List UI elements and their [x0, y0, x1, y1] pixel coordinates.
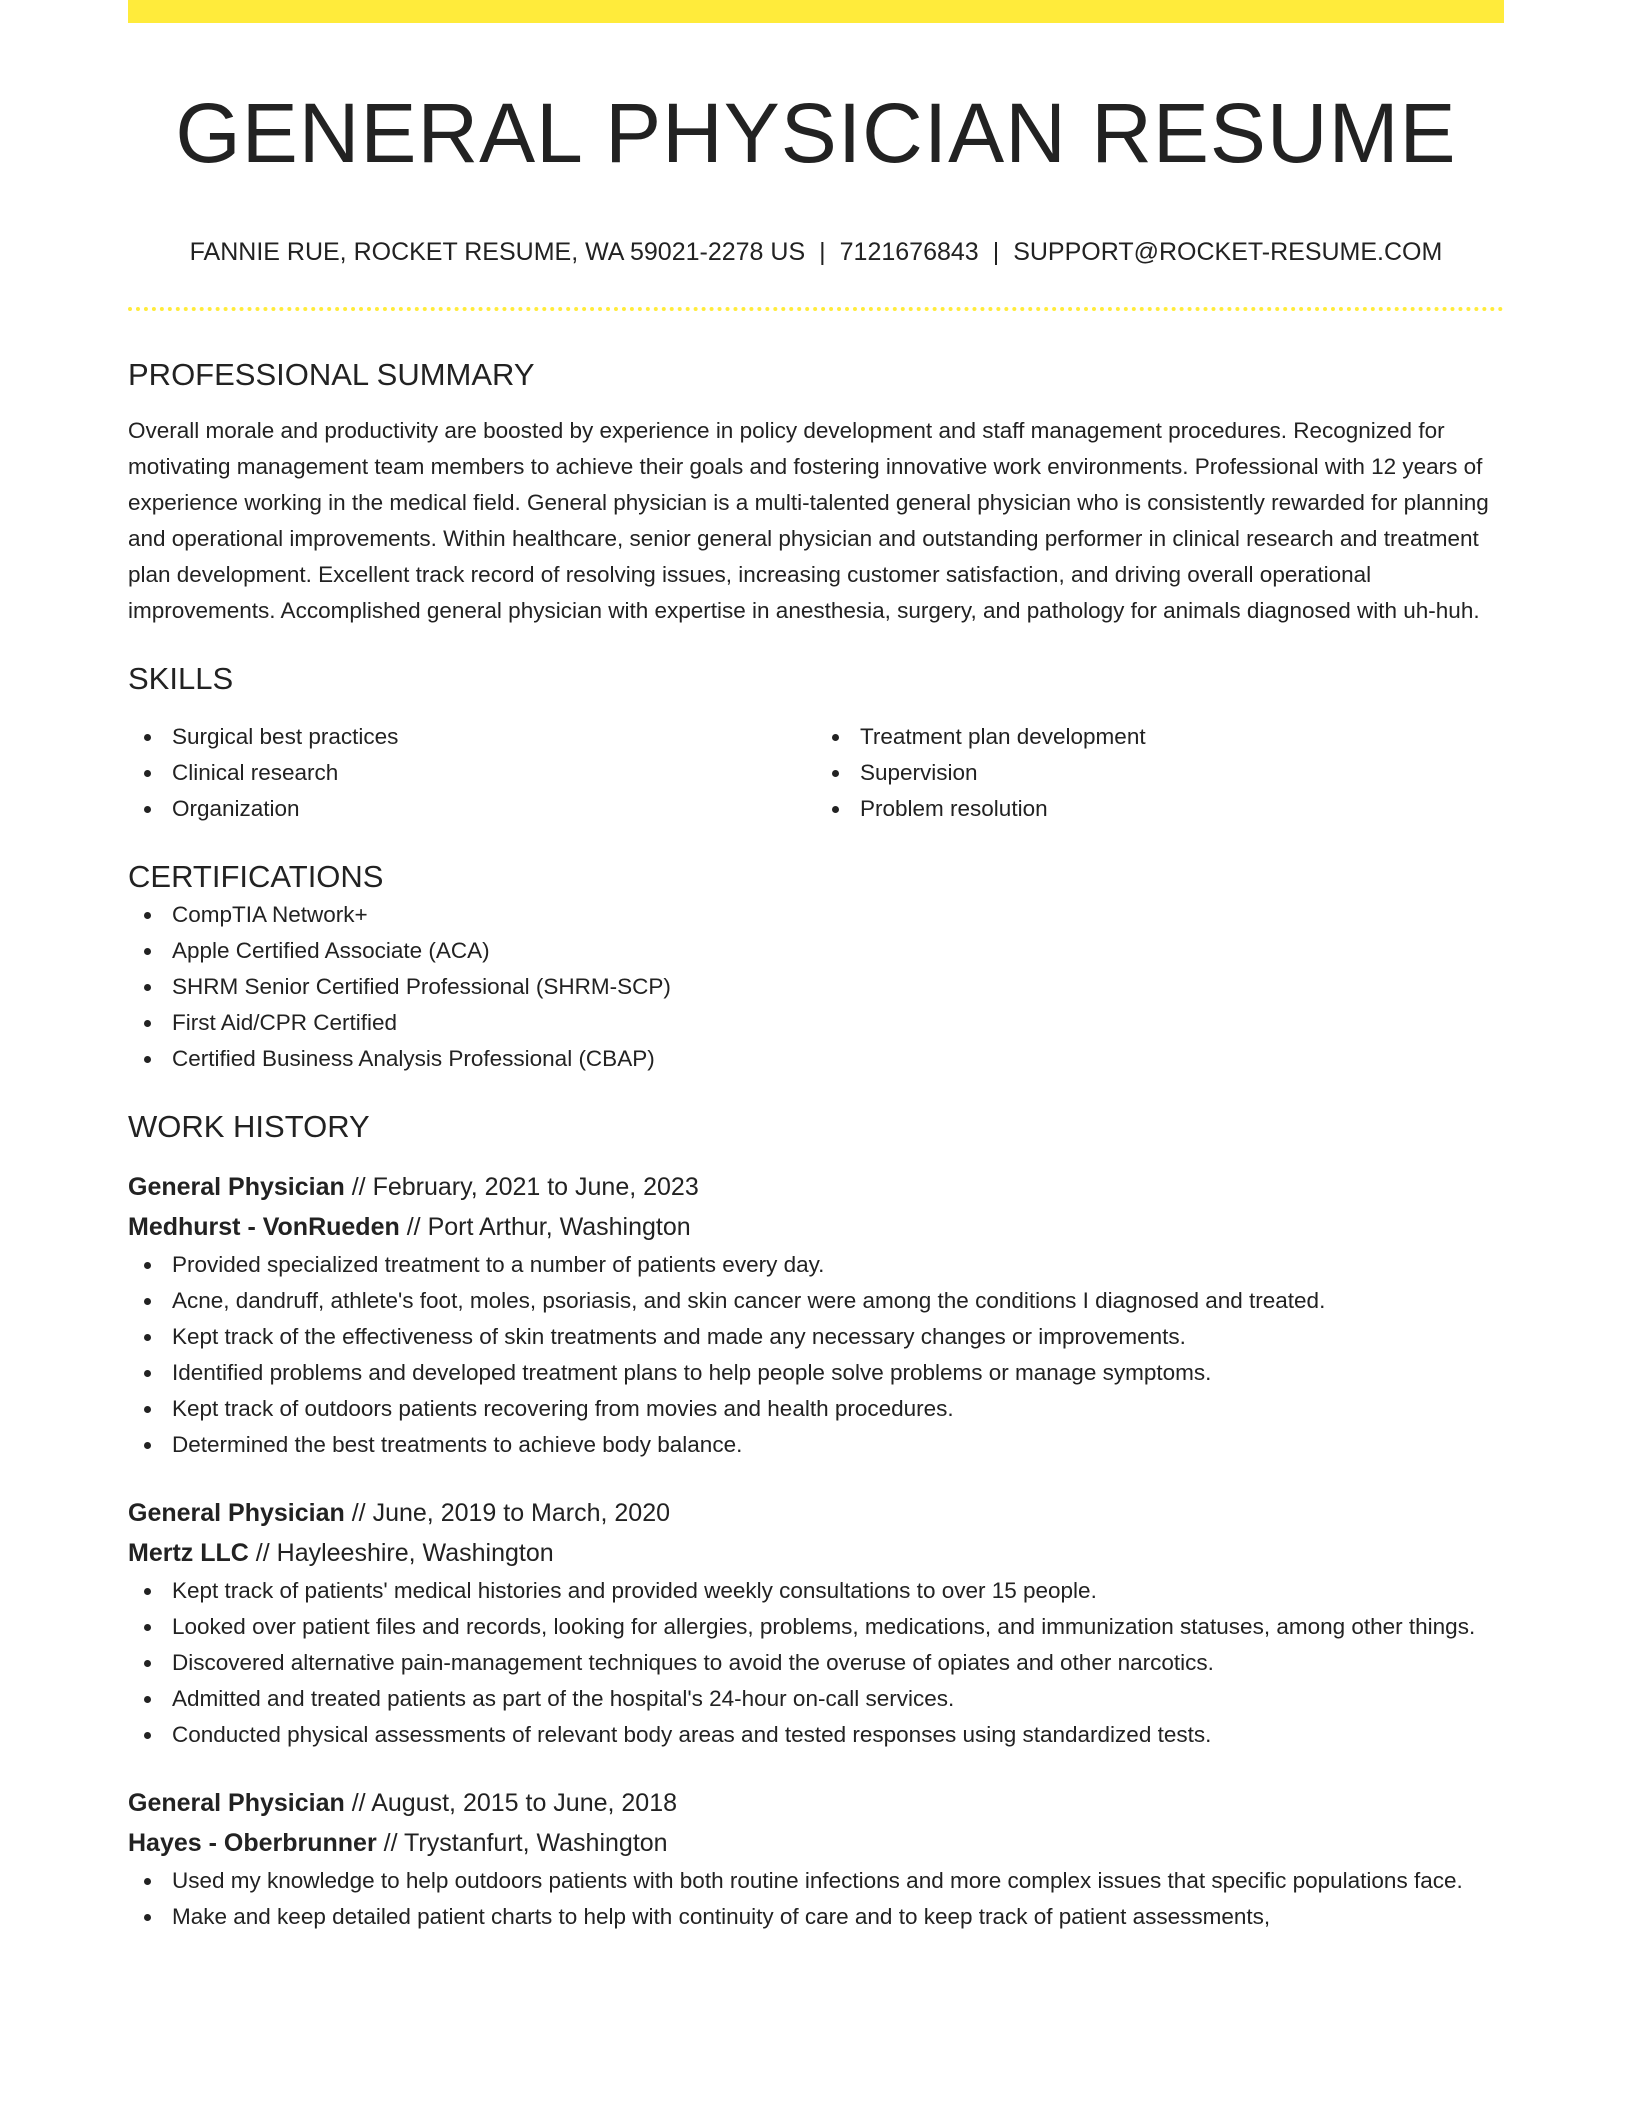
dotted-divider: [128, 307, 1504, 311]
job-duties-list: [128, 1573, 1504, 1753]
skills-grid: [128, 719, 1504, 827]
job-duties-list: [128, 1863, 1504, 1935]
job-company-line: [128, 1533, 1504, 1573]
skill-item: Clinical research: [128, 755, 816, 791]
job-entry: [128, 1167, 1504, 1463]
certification-item: Apple Certified Associate (ACA): [128, 933, 1504, 969]
skills-list-right: [816, 719, 1504, 827]
job-duty: Kept track of patients' medical histories and provided weekly consultations to over 15 people.: [128, 1573, 1504, 1609]
job-duty: Kept track of the effectiveness of skin treatments and made any necessary changes or improvements.: [128, 1319, 1504, 1355]
certifications-list: [128, 897, 1504, 1077]
job-duty: Make and keep detailed patient charts to help with continuity of care and to keep track of patient assessments,: [128, 1899, 1504, 1935]
summary-heading: PROFESSIONAL SUMMARY: [128, 357, 535, 392]
contact-email: SUPPORT@ROCKET-RESUME.COM: [1013, 238, 1443, 266]
certification-item: First Aid/CPR Certified: [128, 1005, 1504, 1041]
job-duty: Determined the best treatments to achieve body balance.: [128, 1427, 1504, 1463]
skill-item: Organization: [128, 791, 816, 827]
job-duty: Used my knowledge to help outdoors patients with both routine infections and more complex issues that specific populations face.: [128, 1863, 1504, 1899]
job-duties-list: [128, 1247, 1504, 1463]
job-dates: June, 2019 to March, 2020: [372, 1499, 671, 1527]
job-separator: //: [351, 1173, 366, 1201]
skill-item: Problem resolution: [816, 791, 1504, 827]
job-title: General Physician: [128, 1789, 345, 1817]
job-location: Trystanfurt, Washington: [404, 1829, 668, 1857]
job-company: Medhurst - VonRueden: [128, 1213, 400, 1241]
job-title-line: [128, 1493, 1504, 1533]
contact-address: FANNIE RUE, ROCKET RESUME, WA 59021-2278 US: [189, 238, 806, 266]
job-location: Port Arthur, Washington: [427, 1213, 691, 1241]
skill-item: Treatment plan development: [816, 719, 1504, 755]
skills-list-left: [128, 719, 816, 827]
contact-phone: 7121676843: [839, 238, 979, 266]
job-location: Hayleeshire, Washington: [276, 1539, 554, 1567]
job-duty: Provided specialized treatment to a number of patients every day.: [128, 1247, 1504, 1283]
job-dates: August, 2015 to June, 2018: [371, 1789, 678, 1817]
job-duty: Kept track of outdoors patients recovering from movies and health procedures.: [128, 1391, 1504, 1427]
certification-item: Certified Business Analysis Professional (CBAP): [128, 1041, 1504, 1077]
job-duty: Acne, dandruff, athlete's foot, moles, psoriasis, and skin cancer were among the conditions I diagnosed and treated.: [128, 1283, 1504, 1319]
summary-text: Overall morale and productivity are boosted by experience in policy development and staff management procedures. Recognized for motivating management team members to achieve their goals and fostering innovative work environments. Professional with 12 years of experience working in the medical field. General physician is a multi-talented general physician who is consistently rewarded for planning and operational improvements. Within healthcare, senior general physician and outstanding performer in clinical research and treatment plan development. Excellent track record of resolving issues, increasing customer satisfaction, and driving overall operational improvements. Accomplished general physician with expertise in anesthesia, surgery, and pathology for animals diagnosed with uh-huh.: [128, 418, 1489, 623]
certification-item: SHRM Senior Certified Professional (SHRM-SCP): [128, 969, 1504, 1005]
accent-top-bar: [128, 0, 1504, 23]
job-separator: //: [351, 1789, 366, 1817]
job-entry: [128, 1783, 1504, 1935]
work-history-heading: WORK HISTORY: [128, 1109, 370, 1144]
job-duty: Admitted and treated patients as part of the hospital's 24-hour on-call services.: [128, 1681, 1504, 1717]
certification-item: CompTIA Network+: [128, 897, 1504, 933]
job-duty: Identified problems and developed treatment plans to help people solve problems or manage symptoms.: [128, 1355, 1504, 1391]
job-title: General Physician: [128, 1499, 345, 1527]
contact-separator: |: [992, 238, 1000, 266]
job-title-line: [128, 1167, 1504, 1207]
job-company: Mertz LLC: [128, 1539, 249, 1567]
certifications-heading: CERTIFICATIONS: [128, 859, 384, 894]
job-duty: Looked over patient files and records, looking for allergies, problems, medications, and immunization statuses, among other things.: [128, 1609, 1504, 1645]
job-title: General Physician: [128, 1173, 345, 1201]
job-duty: Conducted physical assessments of relevant body areas and tested responses using standardized tests.: [128, 1717, 1504, 1753]
resume-title: GENERAL PHYSICIAN RESUME: [175, 86, 1457, 180]
job-company: Hayes - Oberbrunner: [128, 1829, 377, 1857]
job-separator: //: [255, 1539, 270, 1567]
job-separator: //: [383, 1829, 398, 1857]
skill-item: Supervision: [816, 755, 1504, 791]
skills-heading: SKILLS: [128, 661, 234, 696]
job-separator: //: [406, 1213, 421, 1241]
job-company-line: [128, 1207, 1504, 1247]
resume-page: [128, 0, 1504, 1935]
skill-item: Surgical best practices: [128, 719, 816, 755]
job-title-line: [128, 1783, 1504, 1823]
contact-separator: |: [819, 238, 826, 266]
contact-line: [128, 235, 1504, 269]
skills-column-left: [128, 719, 816, 827]
job-duty: Discovered alternative pain-management techniques to avoid the overuse of opiates and other narcotics.: [128, 1645, 1504, 1681]
job-entry: [128, 1493, 1504, 1753]
job-separator: //: [351, 1499, 366, 1527]
job-dates: February, 2021 to June, 2023: [372, 1173, 699, 1201]
skills-column-right: [816, 719, 1504, 827]
job-company-line: [128, 1823, 1504, 1863]
